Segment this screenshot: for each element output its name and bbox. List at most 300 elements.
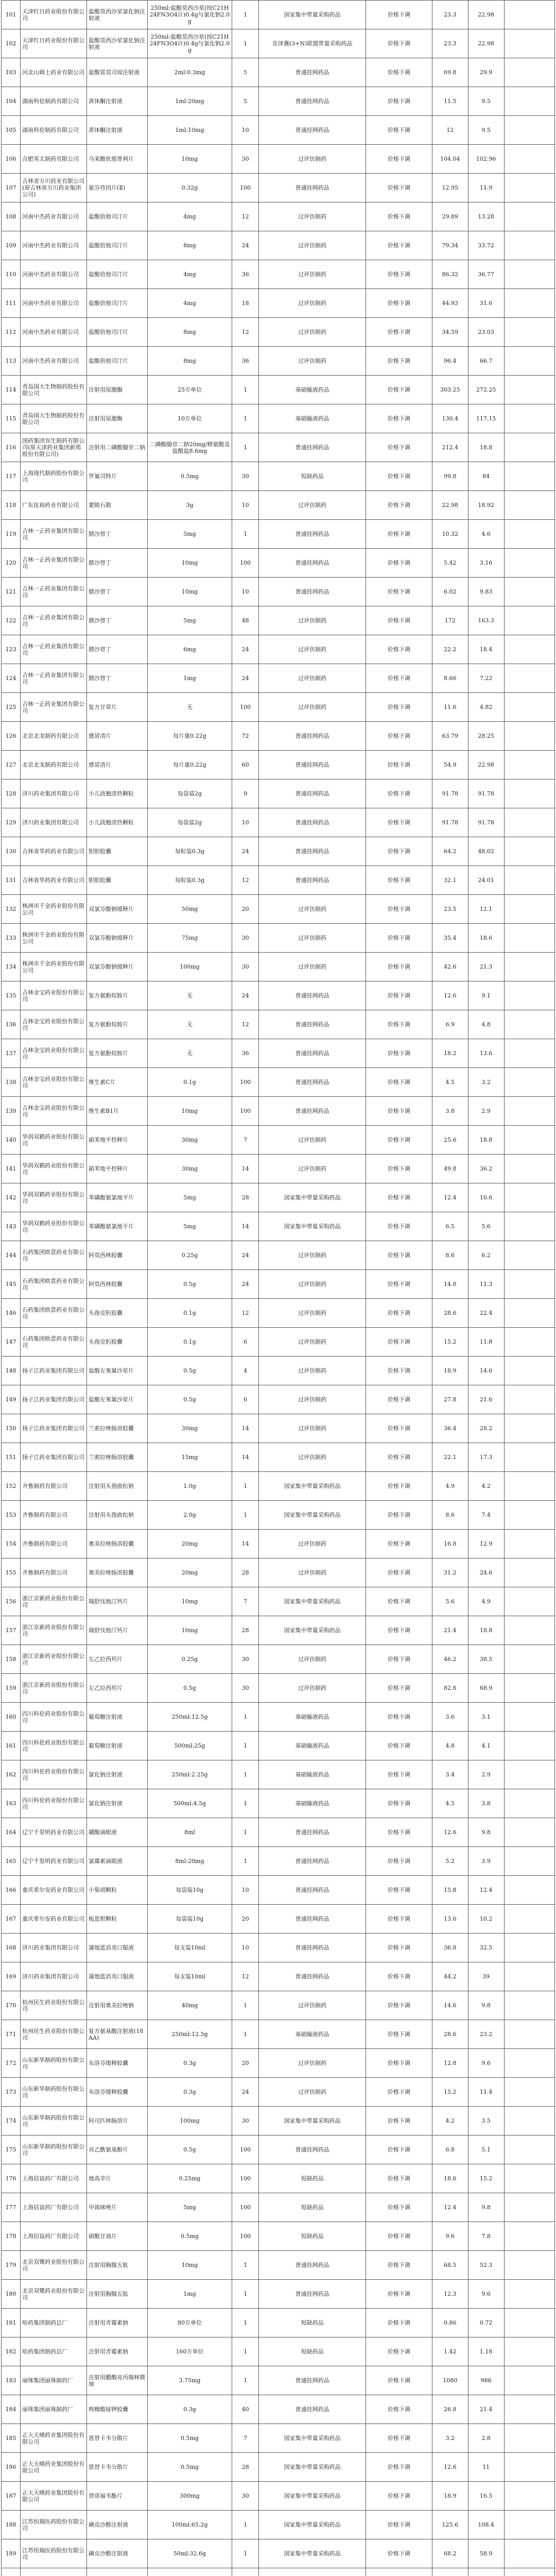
table-row (2, 1703, 555, 1732)
company-name: 江苏恒瑞医药股份有限公司 (21, 2539, 87, 2568)
old-price: 36.4 (432, 1414, 468, 1443)
drug-spec: 1.0g (148, 1472, 232, 1501)
remark (504, 2539, 554, 2568)
adjust-reason: 价格下调 (366, 1760, 432, 1789)
adjust-reason: 价格下调 (366, 1155, 432, 1183)
pack-quantity: 30 (232, 1645, 258, 1674)
company-name: 正大天晴药业集团股份有限公司 (21, 2482, 87, 2511)
adjust-reason: 价格下调 (366, 260, 432, 289)
remark (504, 376, 554, 404)
drug-category: 过评仿制药 (259, 1357, 366, 1385)
old-price: 79.34 (432, 231, 468, 260)
old-price: 91.78 (432, 808, 468, 837)
drug-spec: 1mg (148, 664, 232, 693)
remark (504, 174, 554, 202)
table-row (2, 1991, 555, 2020)
drug-name: 苯磺酸氨氯地平片 (87, 1183, 148, 1212)
drug-name: 对乙酰氨基酚片 (87, 2136, 148, 2164)
drug-category: 过评仿制药 (259, 2078, 366, 2107)
row-number: 165 (2, 1847, 21, 1876)
company-name: 河南中杰药业有限公司 (21, 318, 87, 347)
drug-category: 国家集中带量采购药品 (259, 2107, 366, 2136)
company-name: 山东新华制药股份有限公司 (21, 2049, 87, 2078)
remark (504, 404, 554, 433)
drug-spec: 5mg (148, 520, 232, 549)
company-name: 吉林一正药业集团有限公司 (21, 635, 87, 664)
old-price: 91.78 (432, 779, 468, 808)
adjust-reason: 价格下调 (366, 2309, 432, 2337)
table-row (2, 1241, 555, 1270)
remark (504, 2366, 554, 2395)
new-price: 21.4 (468, 2395, 504, 2424)
drug-spec: 3g (148, 491, 232, 520)
old-price: 36.8 (432, 1934, 468, 1962)
remark (504, 1241, 554, 1270)
company-name: 杭州民生药业股份有限公司 (21, 1991, 87, 2020)
remark (504, 1732, 554, 1760)
new-price: 9.83 (468, 578, 504, 606)
company-name: 哈药集团制药总厂 (21, 2337, 87, 2366)
old-price: 130.4 (432, 404, 468, 433)
adjust-reason: 价格下调 (366, 1876, 432, 1905)
company-name: 吉林金宝药业股份有限公司 (21, 1097, 87, 1126)
table-row (2, 1501, 555, 1530)
drug-category: 普通挂网药品 (259, 1876, 366, 1905)
adjust-reason: 价格下调 (366, 1558, 432, 1587)
pack-quantity: 14 (232, 1414, 258, 1443)
company-name: 吉林一正药业集团有限公司 (21, 693, 87, 722)
row-number: 160 (2, 1703, 21, 1732)
remark (504, 1934, 554, 1962)
pack-quantity: 30 (232, 2107, 258, 2136)
adjust-reason (366, 2568, 432, 2576)
new-price: 9.8 (468, 1991, 504, 2020)
drug-spec: 0.5mg (148, 2453, 232, 2482)
table-row (2, 1558, 555, 1587)
remark (504, 1385, 554, 1414)
drug-category: 过评仿制药 (259, 1558, 366, 1587)
drug-spec: 2ml:0.3mg (148, 58, 232, 87)
remark (504, 2107, 554, 2136)
new-price: 36.77 (468, 260, 504, 289)
pack-quantity: 30 (232, 2482, 258, 2511)
row-number: 159 (2, 1674, 21, 1703)
pack-quantity: 36 (232, 347, 258, 376)
company-name: 吉林省万川药业有限公司(原吉林省万川药业集团公司) (21, 174, 87, 202)
drug-name: 盐酸倍他司汀片 (87, 289, 148, 318)
drug-spec: 25万单位 (148, 376, 232, 404)
drug-name: 复方氨基酸注射液(18AA) (87, 2020, 148, 2049)
new-price: 9.5 (468, 116, 504, 145)
drug-name: 腈沙替丁 (87, 549, 148, 578)
drug-name: 胆胆胶囊 (87, 866, 148, 895)
drug-category: 普通挂网药品 (259, 116, 366, 145)
table-row (2, 29, 555, 58)
drug-spec: 20mg (148, 1558, 232, 1587)
drug-spec: 100mg (148, 2107, 232, 2136)
pack-quantity: 28 (232, 1183, 258, 1212)
new-price: 7.8 (468, 2222, 504, 2251)
drug-spec: 每袋装2g (148, 808, 232, 837)
company-name: 湖南科伦制药有限公司 (21, 87, 87, 116)
row-number: 139 (2, 1097, 21, 1126)
adjust-reason: 价格下调 (366, 87, 432, 116)
company-name: 天津红日药业股份有限公司 (21, 1, 87, 29)
adjust-reason: 价格下调 (366, 2453, 432, 2482)
table-row (2, 751, 555, 779)
drug-name: 恩替卡韦分散片 (87, 2424, 148, 2453)
drug-spec: 250ml:盐酸莫西沙星(按C21H24FN3O4计)0.4g与氯化钠2.0g (148, 29, 232, 58)
adjust-reason: 价格下调 (366, 231, 432, 260)
drug-name: 蒲地蓝消炎口服液 (87, 1934, 148, 1962)
table-row (2, 2280, 555, 2309)
drug-category: 普通挂网药品 (259, 751, 366, 779)
row-number: 112 (2, 318, 21, 347)
row-number: 147 (2, 1328, 21, 1357)
remark (504, 1443, 554, 1472)
old-price: 35.4 (432, 924, 468, 953)
table-row (2, 145, 555, 174)
new-price: 4.8 (468, 1010, 504, 1039)
old-price: 22.98 (432, 491, 468, 520)
adjust-reason: 价格下调 (366, 578, 432, 606)
new-price: 22.4 (468, 1299, 504, 1328)
drug-category: 普通挂网药品 (259, 2136, 366, 2164)
table-row (2, 1760, 555, 1789)
company-name: 重庆希尔安药业有限公司 (21, 1905, 87, 1934)
table-row (2, 2222, 555, 2251)
drug-name: 左乙拉西坦片 (87, 1674, 148, 1703)
drug-spec: 0.5g (148, 1270, 232, 1299)
adjust-reason: 价格下调 (366, 1212, 432, 1241)
drug-spec: 5mg (148, 2193, 232, 2222)
row-number: 155 (2, 1558, 21, 1587)
remark (504, 2395, 554, 2424)
company-name: 上海现代制药股份有限公司 (21, 462, 87, 491)
pack-quantity: 100 (232, 1068, 258, 1097)
table-row (2, 2251, 555, 2280)
drug-name: 瑞舒伐他汀钙片 (87, 1587, 148, 1616)
new-price: 2.8 (468, 2424, 504, 2453)
adjust-reason: 价格下调 (366, 1991, 432, 2020)
row-number: 169 (2, 1962, 21, 1991)
drug-spec: 30mg (148, 1126, 232, 1155)
old-price: 212.4 (432, 433, 468, 462)
adjust-reason: 价格下调 (366, 1645, 432, 1674)
adjust-reason: 价格下调 (366, 2539, 432, 2568)
company-name: 湖南科伦制药有限公司 (21, 116, 87, 145)
new-price: 986 (468, 2366, 504, 2395)
adjust-reason: 价格下调 (366, 1010, 432, 1039)
table-row (2, 2309, 555, 2337)
adjust-reason: 价格下调 (366, 837, 432, 866)
row-number: 122 (2, 606, 21, 635)
drug-category: 基础输液药品 (259, 376, 366, 404)
old-price: 44.2 (432, 1962, 468, 1991)
drug-category: 普通挂网药品 (259, 1962, 366, 1991)
pack-quantity: 100 (232, 549, 258, 578)
table-row (2, 1905, 555, 1934)
drug-name: 注射用头孢曲松钠 (87, 1472, 148, 1501)
drug-spec: 30mg (148, 1414, 232, 1443)
drug-category: 过评仿制药 (259, 347, 366, 376)
remark (504, 1645, 554, 1674)
old-price: 42.6 (432, 953, 468, 981)
drug-category: 短缺药品 (259, 2309, 366, 2337)
drug-name: 腈沙替丁 (87, 635, 148, 664)
row-number: 158 (2, 1645, 21, 1674)
table-row (2, 404, 555, 433)
drug-name: 奥美拉唑肠溶胶囊 (87, 1558, 148, 1587)
drug-spec: 5mg (148, 1212, 232, 1241)
adjust-reason: 价格下调 (366, 145, 432, 174)
pack-quantity: 100 (232, 2164, 258, 2193)
drug-spec: 10mg (148, 145, 232, 174)
adjust-reason: 价格下调 (366, 116, 432, 145)
company-name: 丽珠集团丽珠制药厂 (21, 2366, 87, 2395)
drug-name: 注射用青霉素钠 (87, 2337, 148, 2366)
drug-name: 注射用胸腺五肽 (87, 2251, 148, 2280)
pack-quantity: 100 (232, 2136, 258, 2164)
row-number: 167 (2, 1905, 21, 1934)
row-number: 119 (2, 520, 21, 549)
drug-category: 普通挂网药品 (259, 837, 366, 866)
table-row (2, 549, 555, 578)
table-row (2, 1962, 555, 1991)
old-price: 3.4 (432, 1760, 468, 1789)
pack-quantity: 30 (232, 145, 258, 174)
row-number: 114 (2, 376, 21, 404)
new-price: 7.4 (468, 1501, 504, 1530)
row-number: 187 (2, 2482, 21, 2511)
new-price: 52.3 (468, 2251, 504, 2280)
new-price: 163.3 (468, 606, 504, 635)
row-number: 131 (2, 866, 21, 895)
pack-quantity: 6 (232, 1328, 258, 1357)
drug-spec: 250ml:盐酸莫西沙星(按C21H24FN3O4计)0.4g与氯化钠2.0g (148, 1, 232, 29)
remark (504, 2164, 554, 2193)
drug-spec: 0.5mg (148, 462, 232, 491)
company-name: 青岛国大生物制药股份有限公司 (21, 376, 87, 404)
adjust-reason: 价格下调 (366, 981, 432, 1010)
row-number (2, 2568, 21, 2576)
new-price: 12.4 (468, 1876, 504, 1905)
drug-name: 双氯芬酸钠缓释片 (87, 895, 148, 924)
drug-name: 替诺福韦酯片 (87, 2482, 148, 2511)
company-name: 浙江京新药业股份有限公司 (21, 1587, 87, 1616)
old-price: 5.6 (432, 1587, 468, 1616)
drug-spec: 500ml:25g (148, 1732, 232, 1760)
remark (504, 2568, 554, 2576)
table-row (2, 2568, 555, 2576)
new-price: 2.9 (468, 1097, 504, 1126)
company-name: 株洲市千金药业股份有限公司 (21, 953, 87, 981)
old-price: 6.02 (432, 578, 468, 606)
new-price: 32.5 (468, 1934, 504, 1962)
drug-name: 奥美拉唑肠溶胶囊 (87, 1530, 148, 1558)
drug-spec: 无 (148, 981, 232, 1010)
drug-category: 国家集中带量采购药品 (259, 1616, 366, 1645)
row-number: 174 (2, 2107, 21, 2136)
company-name: 正大天晴药业集团股份有限公司 (21, 2424, 87, 2453)
drug-category: 普通挂网药品 (259, 1905, 366, 1934)
pack-quantity: 1 (232, 1760, 258, 1789)
remark (504, 2280, 554, 2309)
pack-quantity: 10 (232, 808, 258, 837)
company-name: 丽珠集团丽珠制药厂 (21, 2395, 87, 2424)
drug-category (259, 2568, 366, 2576)
drug-name: 硼酸滴眼液 (87, 1818, 148, 1847)
drug-name: 阿司匹林肠溶片 (87, 2107, 148, 2136)
adjust-reason: 价格下调 (366, 2164, 432, 2193)
old-price: 63.79 (432, 722, 468, 751)
pack-quantity: 7 (232, 1126, 258, 1155)
drug-name: 蒲地蓝消炎口服液 (87, 1962, 148, 1991)
drug-name: 盐酸雷莫司琼注射液 (87, 58, 148, 87)
company-name: 哈药集团制药总厂 (21, 2309, 87, 2337)
company-name: 吉林省华药药业有限公司 (21, 837, 87, 866)
old-price: 64.2 (432, 837, 468, 866)
drug-spec: 10万单位 (148, 404, 232, 433)
drug-name: 布洛芬缓释胶囊 (87, 2078, 148, 2107)
drug-category: 过评仿制药 (259, 693, 366, 722)
adjust-reason: 价格下调 (366, 635, 432, 664)
drug-category: 国家集中带量采购药品 (259, 1587, 366, 1616)
row-number: 164 (2, 1818, 21, 1847)
company-name: 河南中杰药业有限公司 (21, 202, 87, 231)
drug-spec: 8mg (148, 318, 232, 347)
drug-category: 普通挂网药品 (259, 779, 366, 808)
old-price: 14.6 (432, 1991, 468, 2020)
drug-name: 维生素B1片 (87, 1097, 148, 1126)
row-number: 150 (2, 1414, 21, 1443)
drug-category: 国家集中带量采购药品 (259, 1, 366, 29)
new-price: 1.18 (468, 2337, 504, 2366)
new-price: 66.7 (468, 347, 504, 376)
remark (504, 2453, 554, 2482)
company-name: 吉林金宝药业股份有限公司 (21, 1039, 87, 1068)
table-row (2, 1732, 555, 1760)
remark (504, 1270, 554, 1299)
drug-name: 恩替卡韦分散片 (87, 2453, 148, 2482)
drug-spec: 250ml:12.5g (148, 2020, 232, 2049)
drug-spec: 5mg (148, 1183, 232, 1212)
drug-category: 普通挂网药品 (259, 981, 366, 1010)
pack-quantity: 12 (232, 866, 258, 895)
new-price: 18.8 (468, 1616, 504, 1645)
drug-name: 兰索拉唑肠溶胶囊 (87, 1443, 148, 1472)
adjust-reason: 价格下调 (366, 549, 432, 578)
table-row (2, 1818, 555, 1847)
row-number: 128 (2, 779, 21, 808)
drug-spec: 0.5g (148, 2136, 232, 2164)
remark (504, 2424, 554, 2453)
drug-name: 碘克沙醇注射液 (87, 2539, 148, 2568)
drug-name: 双氯芬酸钠缓释片 (87, 953, 148, 981)
remark (504, 2049, 554, 2078)
company-name: 山东新华制药股份有限公司 (21, 2136, 87, 2164)
pack-quantity: 1 (232, 1789, 258, 1818)
old-price: 8.66 (432, 664, 468, 693)
drug-name: 腈沙替丁 (87, 578, 148, 606)
remark (504, 1587, 554, 1616)
adjust-reason: 价格下调 (366, 1385, 432, 1414)
old-price: 54.9 (432, 751, 468, 779)
pack-quantity: 48 (232, 606, 258, 635)
new-price: 13.28 (468, 202, 504, 231)
adjust-reason: 价格下调 (366, 1097, 432, 1126)
row-number: 113 (2, 347, 21, 376)
new-price: 12.1 (468, 895, 504, 924)
drug-name: 腈沙替丁 (87, 664, 148, 693)
drug-category: 普通挂网药品 (259, 1097, 366, 1126)
remark (504, 751, 554, 779)
pack-quantity: 14 (232, 1212, 258, 1241)
remark (504, 578, 554, 606)
old-price: 125.6 (432, 2511, 468, 2539)
company-name: 四川科伦药业股份有限公司 (21, 1703, 87, 1732)
adjust-reason: 价格下调 (366, 2222, 432, 2251)
table-row (2, 808, 555, 837)
company-name: 天津红日药业股份有限公司 (21, 29, 87, 58)
drug-category: 普通挂网药品 (259, 1039, 366, 1068)
drug-name (87, 2568, 148, 2576)
drug-category: 国家集中带量采购药品 (259, 2511, 366, 2539)
company-name: 济川药业集团有限公司 (21, 1962, 87, 1991)
table-row (2, 2453, 555, 2482)
adjust-reason: 价格下调 (366, 1270, 432, 1299)
old-price: 68.2 (432, 2539, 468, 2568)
adjust-reason: 价格下调 (366, 1501, 432, 1530)
remark (504, 1414, 554, 1443)
row-number: 178 (2, 2222, 21, 2251)
new-price: 28.25 (468, 722, 504, 751)
remark (504, 2222, 554, 2251)
table-row (2, 116, 555, 145)
drug-spec: 无 (148, 1010, 232, 1039)
adjust-reason: 价格下调 (366, 2020, 432, 2049)
drug-spec: 50ml:32.6g (148, 2539, 232, 2568)
remark (504, 520, 554, 549)
new-price: 48.02 (468, 837, 504, 866)
table-row (2, 318, 555, 347)
adjust-reason: 价格下调 (366, 1443, 432, 1472)
table-row (2, 260, 555, 289)
drug-name: 感冒清片 (87, 722, 148, 751)
old-price: 3.2 (432, 2424, 468, 2453)
drug-category: 普通挂网药品 (259, 866, 366, 895)
adjust-reason: 价格下调 (366, 2366, 432, 2395)
adjust-reason: 价格下调 (366, 2049, 432, 2078)
drug-name: 罗氟司特片 (87, 462, 148, 491)
drug-spec: 500ml:4.5g (148, 1789, 232, 1818)
drug-name: 氯霉素滴眼液 (87, 1847, 148, 1876)
drug-spec: 10mg (148, 578, 232, 606)
drug-category: 短缺药品 (259, 2193, 366, 2222)
new-price: 18.4 (468, 635, 504, 664)
remark (504, 1876, 554, 1905)
drug-spec: 0.32g (148, 174, 232, 202)
table-row (2, 2136, 555, 2164)
drug-spec: 3.75mg (148, 2366, 232, 2395)
pack-quantity: 30 (232, 924, 258, 953)
company-name: 扬子江药业集团有限公司 (21, 1357, 87, 1385)
drug-name: 阿莫西林胶囊 (87, 1270, 148, 1299)
table-row (2, 606, 555, 635)
adjust-reason: 价格下调 (366, 1962, 432, 1991)
row-number: 121 (2, 578, 21, 606)
table-row (2, 779, 555, 808)
